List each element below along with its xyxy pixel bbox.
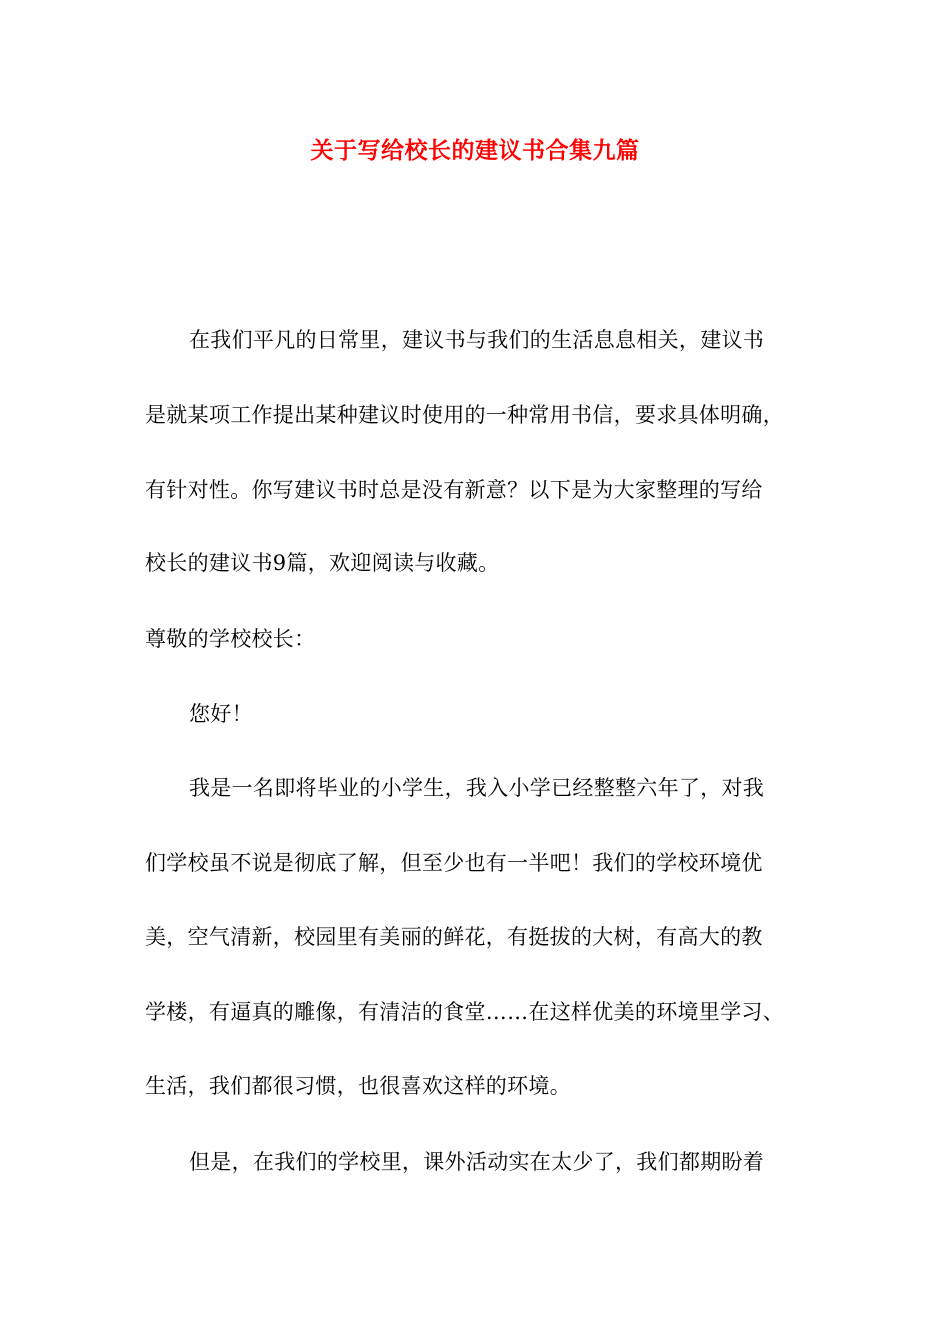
document-title: 关于写给校长的建议书合集九篇 [310,137,640,164]
body-paragraph-1-line-5: 生活，我们都很习惯，也很喜欢这样的环境。 [145,1074,571,1098]
body-paragraph-1-line-2: 们学校虽不说是彻底了解，但至少也有一半吧！我们的学校环境优 [145,851,763,875]
intro-paragraph-line-3: 有针对性。你写建议书时总是没有新意？以下是为大家整理的写给 [145,478,763,502]
body-paragraph-2-line-1: 但是，在我们的学校里，课外活动实在太少了，我们都期盼着 [189,1150,765,1174]
intro-paragraph-line-2: 是就某项工作提出某种建议时使用的一种常用书信，要求具体明确， [145,403,784,427]
greeting: 您好！ [189,702,253,726]
intro-paragraph-line-4: 校长的建议书9篇，欢迎阅读与收藏。 [145,551,500,575]
body-paragraph-1-line-3: 美，空气清新，校园里有美丽的鲜花，有挺拔的大树，有高大的教 [145,925,763,949]
salutation: 尊敬的学校校长： [145,627,316,651]
body-paragraph-1-line-4: 学楼，有逼真的雕像，有清洁的食堂……在这样优美的环境里学习、 [145,1000,784,1024]
body-paragraph-1-line-1: 我是一名即将毕业的小学生，我入小学已经整整六年了，对我 [189,776,765,800]
intro-paragraph-line-1: 在我们平凡的日常里，建议书与我们的生活息息相关，建议书 [189,328,765,352]
